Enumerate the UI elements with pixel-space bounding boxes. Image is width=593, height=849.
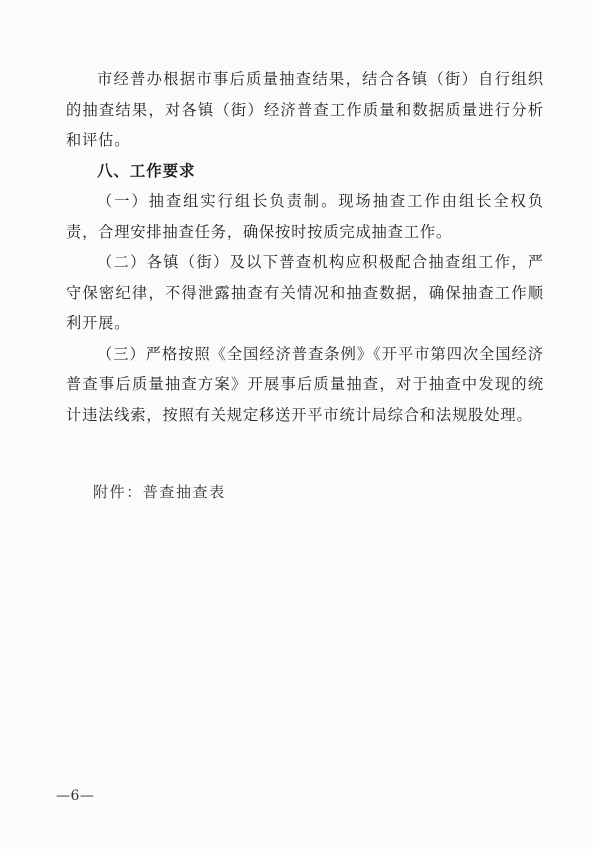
paragraph-requirement-2: （二）各镇（街）及以下普查机构应积极配合抽查组工作，严守保密纪律，不得泄露抽查有关情况和抽查数据，确保抽查工作顺利开展。	[66, 253, 544, 332]
paragraph-requirement-1: （一）抽查组实行组长负责制。现场抽查工作由组长全权负责，合理安排抽查任务，确保按时按质完成抽查工作。	[66, 192, 544, 241]
section-heading-work-requirements: 八、工作要求	[97, 161, 196, 180]
paragraph-requirement-3: （三）严格按照《全国经济普查条例》《开平市第四次全国经济普查事后质量抽查方案》开展事后质量抽查，对于抽查中发现的统计违法线索，按照有关规定移送开平市统计局综合和法规股处理。	[66, 344, 544, 424]
document-body	[66, 64, 544, 430]
page-number: —6—	[56, 788, 95, 804]
paragraph-evaluation: 市经普办根据市事后质量抽查结果，结合各镇（街）自行组织的抽查结果，对各镇（街）经济普查工作质量和数据质量进行分析和评估。	[66, 70, 544, 149]
attachment-note: 附件：普查抽查表	[93, 483, 226, 501]
